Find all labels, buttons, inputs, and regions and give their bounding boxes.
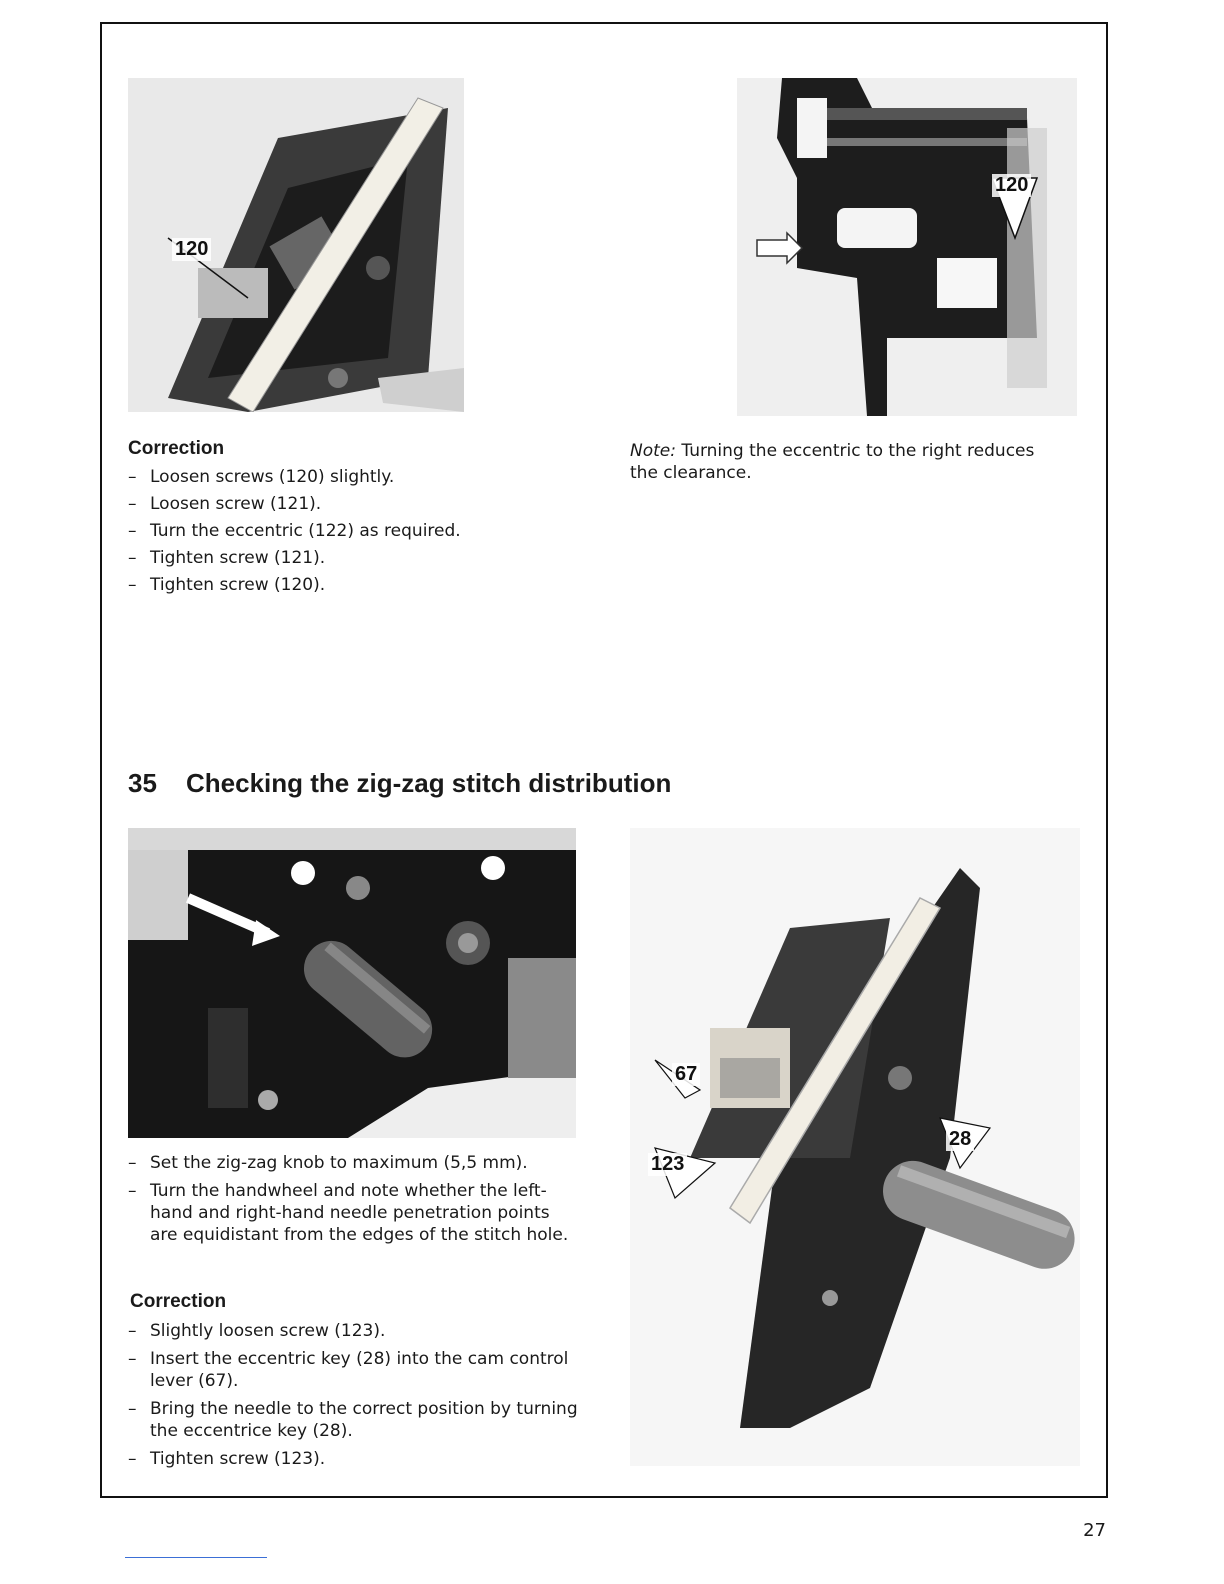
callout-28: 28: [946, 1128, 974, 1151]
mechanism-illustration: [128, 828, 576, 1138]
photo-mechanism-top-left: [128, 78, 464, 412]
callout-120-left: 120: [172, 238, 211, 261]
note-label: Note:: [630, 441, 676, 461]
list-item: – Loosen screw (121).: [128, 491, 548, 518]
list-item: – Tighten screw (120).: [128, 572, 548, 599]
photo-screwdriver-closeup: [128, 828, 576, 1138]
note-body: Turning the eccentric to the right reduces the clearance.: [630, 441, 1035, 483]
correction-list-top: [128, 464, 548, 599]
photo-mechanism-bottom-right: [630, 828, 1080, 1466]
page-number: 27: [1083, 1520, 1106, 1541]
section-title: [128, 768, 671, 799]
procedure-list: [128, 1152, 578, 1252]
list-item: – Tighten screw (121).: [128, 545, 548, 572]
list-item: – Bring the needle to the correct position by turning the eccentrice key (28).: [128, 1398, 578, 1442]
mechanism-illustration: [737, 78, 1077, 416]
callout-123: 123: [648, 1153, 687, 1176]
list-item: – Slightly loosen screw (123).: [128, 1320, 578, 1342]
correction-heading-top: Correction: [128, 438, 225, 459]
list-item: – Insert the eccentric key (28) into the cam control lever (67).: [128, 1348, 578, 1392]
list-item: – Tighten screw (123).: [128, 1448, 578, 1470]
list-item: – Turn the handwheel and note whether the left-hand and right-hand needle penetration points are equidistant from the edges of the stitch hole.: [128, 1180, 578, 1246]
section-number: 35: [128, 768, 157, 798]
section-title-text: Checking the zig-zag stitch distribution: [186, 768, 672, 798]
callout-67: 67: [672, 1063, 700, 1086]
callout-120-right: 120: [992, 174, 1031, 197]
list-item: – Turn the eccentric (122) as required.: [128, 518, 548, 545]
note-text: [630, 440, 1060, 484]
list-item: – Set the zig-zag knob to maximum (5,5 mm).: [128, 1152, 578, 1174]
correction-list-bottom: [128, 1320, 578, 1476]
correction-heading-bottom: Correction: [130, 1291, 227, 1312]
link-underline: [125, 1557, 267, 1558]
list-item: – Loosen screws (120) slightly.: [128, 464, 548, 491]
mechanism-illustration: [630, 828, 1080, 1466]
photo-mechanism-top-right: [737, 78, 1077, 416]
